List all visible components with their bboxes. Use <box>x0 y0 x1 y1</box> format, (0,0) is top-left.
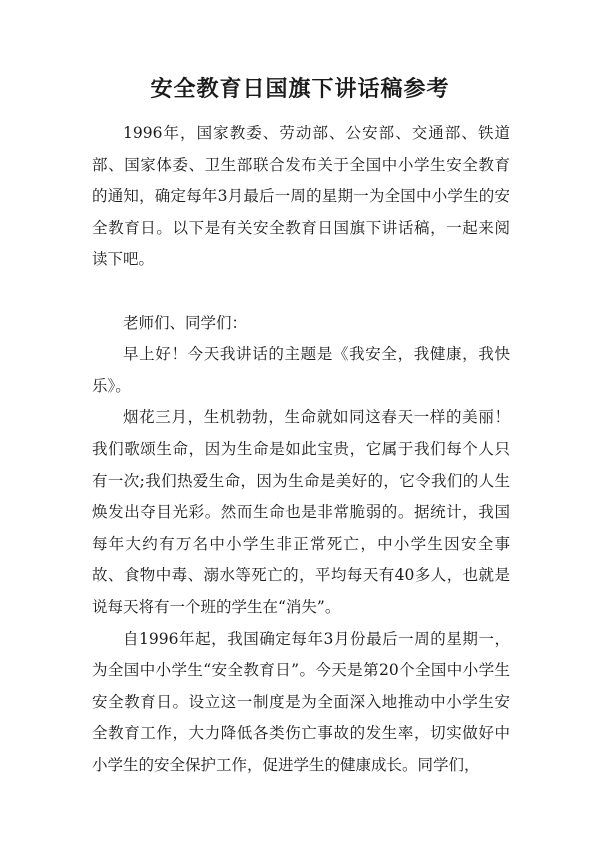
body-paragraph-1: 早上好！今天我讲话的主题是《我安全，我健康，我快乐》。 <box>92 345 510 395</box>
intro-paragraph: 1996年，国家教委、劳动部、公安部、交通部、铁道部、国家体委、卫生部联合发布关于全国中小学生安全教育的通知，确定每年3月最后一周的星期一为全国中小学生的安全教育日。以下是有关安全教育日国旗下讲话稿，一起来阅读下吧。 <box>92 124 510 269</box>
document-body <box>92 118 510 781</box>
document-title: 安全教育日国旗下讲话稿参考 <box>150 76 450 102</box>
salutation: 老师们、同学们： <box>123 313 248 332</box>
paragraph-gap <box>92 276 510 308</box>
body-paragraph-3: 自1996年起，我国确定每年3月份最后一周的星期一，为全国中小学生“安全教育日”。今天是第20个全国中小学生安全教育日。设立这一制度是为全面深入地推动中小学生安全教育工作，大力降低各类伤亡事故的发生率，切实做好中小学生的安全保护工作，促进学生的健康成长。同学们， <box>92 629 510 774</box>
body-paragraph-2: 烟花三月，生机勃勃，生命就如同这春天一样的美丽！我们歌颂生命，因为生命是如此宝贵，它属于我们每个人只有一次;我们热爱生命，因为生命是美好的，它令我们的人生焕发出夺目光彩。然而生命也是非常脆弱的。据统计，我国每年大约有万名中小学生非正常死亡，中小学生因安全事故、食物中毒、溺水等死亡的，平均每天有40多人，也就是说每天将有一个班的学生在“消失”。 <box>92 408 510 616</box>
